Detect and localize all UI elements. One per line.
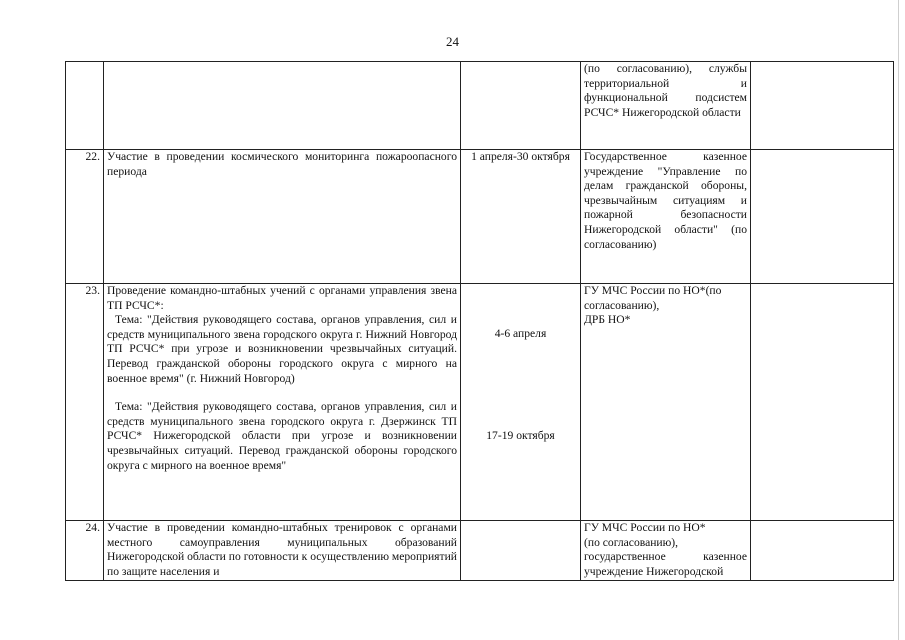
event-date-cell	[461, 62, 581, 150]
responsible-cell	[581, 284, 751, 521]
event-description-cell	[104, 521, 461, 581]
responsible-text: (по согласованию), службы территориальной и функциональной подсистем РСЧС* Нижегородской области	[584, 62, 747, 119]
note-cell	[751, 284, 894, 521]
event-description-text: Участие в проведении космического мониторинга пожароопасного периода	[107, 150, 457, 178]
note-cell	[751, 62, 894, 150]
responsible-cell	[581, 62, 751, 150]
note-cell	[751, 150, 894, 284]
responsible-text: ДРБ НО*	[584, 313, 631, 327]
event-description-cell	[104, 62, 461, 150]
row-number-cell: 24.	[66, 521, 104, 581]
exercise-topic-text: Тема: "Действия руководящего состава, органов управления, сил и средств муниципального звена городского округа г. Дзержинск ТП РСЧС* Нижегородской области при угрозе и возникновении чрезвычайных ситуаций. Перевод гражданской обороны городского округа с мирного на военное время"	[107, 400, 457, 472]
table-row	[66, 521, 894, 581]
responsible-text: ГУ МЧС России по НО*(по согласованию),	[584, 284, 722, 312]
responsible-cell	[581, 521, 751, 581]
event-description-text: Проведение командно-штабных учений с органами управления звена ТП РСЧС*:	[107, 284, 457, 312]
row-number-cell	[66, 62, 104, 150]
responsible-text: Государственное казенное учреждение "Управление по делам гражданской обороны, чрезвычайным ситуациям и пожарной безопасности Нижегородской области" (по согласованию)	[584, 150, 747, 251]
event-description-cell	[104, 150, 461, 284]
event-date-cell	[461, 521, 581, 581]
responsible-text: ГУ МЧС России по НО*	[584, 521, 706, 534]
table-row	[66, 150, 894, 284]
page-number: 24	[446, 34, 459, 49]
exercise-topic-text: Тема: "Действия руководящего состава, органов управления, сил и средств муниципального звена городского округа г. Нижний Новгород ТП РСЧС* при угрозе и возникновении чрезвычайных ситуаций. Перевод гражданской обороны городского округа с мирного на военное время" (г. Нижний Новгород)	[107, 313, 457, 385]
table-row	[66, 284, 894, 521]
event-date-text: 4-6 апреля	[494, 327, 547, 340]
event-date-cell	[461, 284, 581, 521]
responsible-text: государственное казенное учреждение Нижегородской	[584, 550, 747, 578]
row-number-cell: 22.	[66, 150, 104, 284]
event-date-cell	[461, 150, 581, 284]
note-cell	[751, 521, 894, 581]
responsible-text: (по согласованию),	[584, 535, 679, 549]
responsible-cell	[581, 150, 751, 284]
event-description-cell	[104, 284, 461, 521]
event-date-text: 17-19 октября	[486, 429, 555, 442]
row-number-cell: 23.	[66, 284, 104, 521]
table-row	[66, 62, 894, 150]
events-plan-table	[65, 61, 894, 581]
event-date-text: 1 апреля-30 октября	[471, 150, 570, 163]
scan-edge-line	[898, 0, 899, 640]
event-description-text: Участие в проведении командно-штабных тренировок с органами местного самоуправления муниципальных образований Нижегородской области по готовности к осуществлению мероприятий по защите населения и	[107, 521, 457, 578]
